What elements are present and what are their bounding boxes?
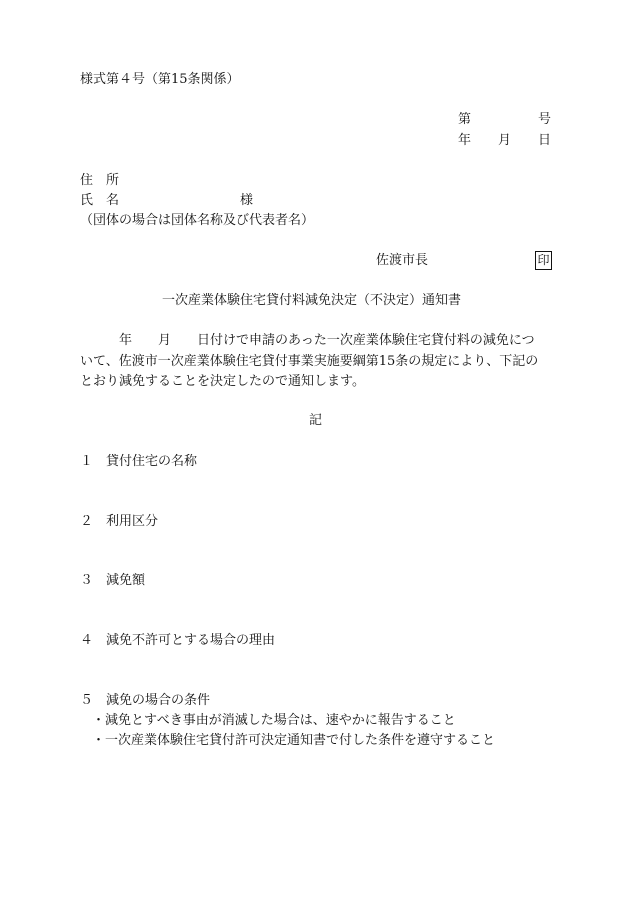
item-5-label: 減免の場合の条件	[106, 693, 211, 708]
body-year: 年	[119, 333, 133, 348]
body-line1: 日付けで申請のあった一次産業体験住宅貸付料の減免につ	[197, 333, 535, 348]
item-3-number: ３	[80, 573, 94, 588]
date-year: 年	[458, 133, 472, 148]
doc-number-suffix: 号	[538, 112, 552, 127]
item-4-number: ４	[80, 633, 94, 648]
form-label: 様式第４号（第15条関係）	[80, 72, 240, 87]
address-label: 住 所	[80, 173, 120, 188]
issuer-name: 佐渡市長	[376, 253, 429, 268]
condition-1: ・減免とすべき事由が消滅した場合は、速やかに報告すること	[92, 713, 456, 728]
document-title: 一次産業体験住宅貸付料減免決定（不決定）通知書	[162, 293, 462, 308]
item-1-label: 貸付住宅の名称	[106, 454, 198, 469]
item-2-label: 利用区分	[106, 514, 159, 529]
item-5-number: ５	[80, 693, 94, 708]
body-month: 月	[158, 333, 172, 348]
date-day: 日	[538, 133, 552, 148]
item-2-number: ２	[80, 514, 94, 529]
body-line3: とおり減免することを決定したので通知します。	[80, 374, 365, 389]
item-3-label: 減免額	[106, 573, 146, 588]
honorific: 様	[240, 193, 254, 208]
body-line2: いて、佐渡市一次産業体験住宅貸付事業実施要綱第15条の規定により、下記の	[80, 354, 539, 369]
doc-number-prefix: 第	[458, 112, 472, 127]
ki-heading: 記	[309, 413, 323, 428]
date-month: 月	[498, 133, 512, 148]
recipient-note: （団体の場合は団体名称及び代表者名）	[80, 213, 315, 228]
item-4-label: 減免不許可とする場合の理由	[106, 633, 276, 648]
seal-mark	[535, 251, 552, 270]
condition-2: ・一次産業体験住宅貸付許可決定通知書で付した条件を遵守すること	[92, 733, 496, 748]
name-label: 氏 名	[80, 193, 120, 208]
item-1-number: １	[80, 454, 94, 469]
seal-box: 印	[535, 251, 552, 270]
